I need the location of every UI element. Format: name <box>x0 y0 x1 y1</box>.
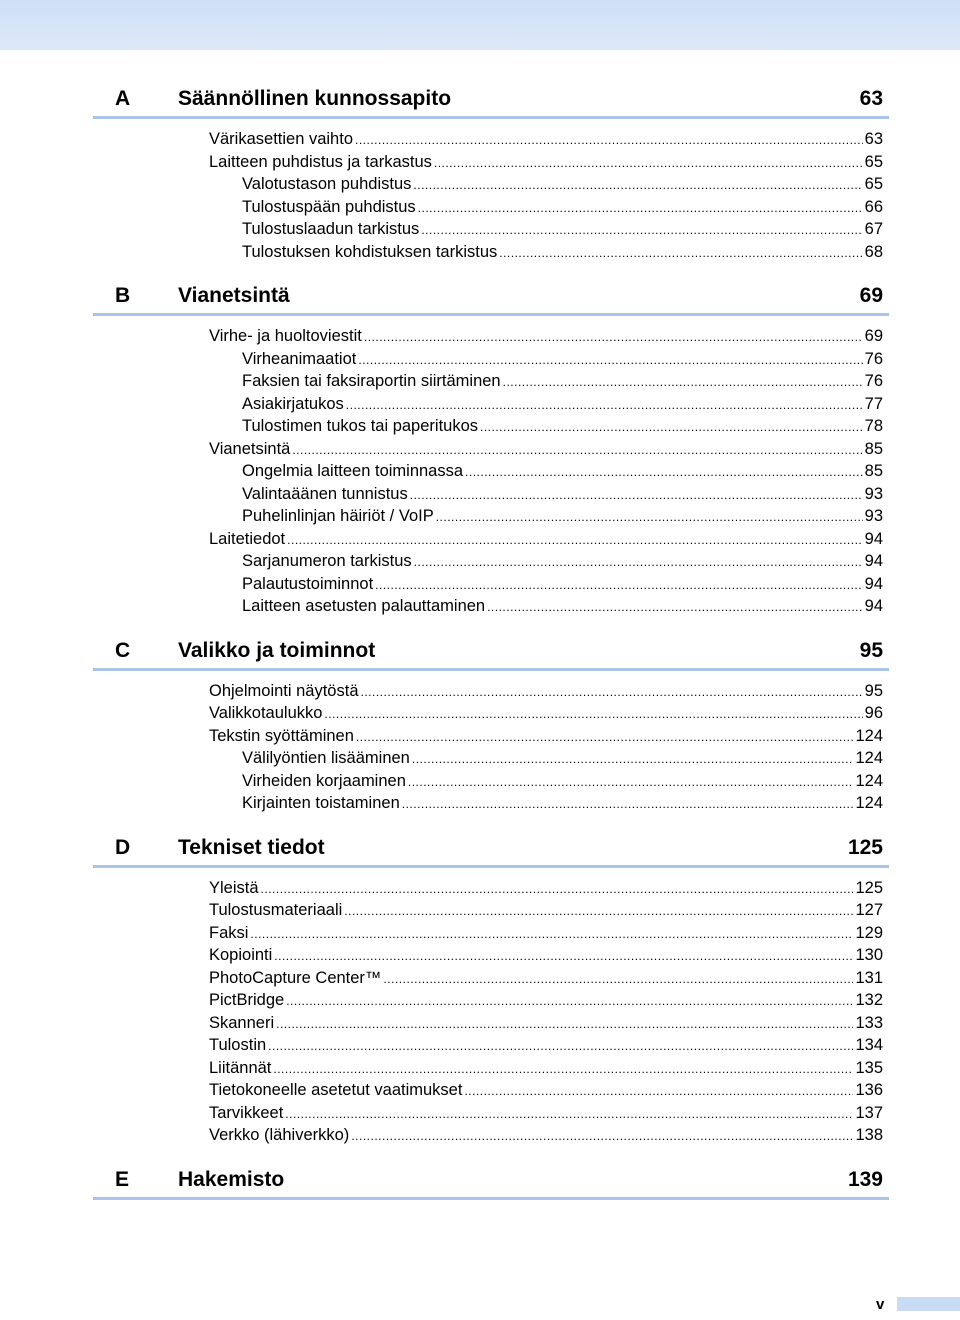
toc-entry[interactable] <box>93 1079 883 1102</box>
entry-title: PhotoCapture Center™ <box>209 968 382 987</box>
dot-leader <box>250 923 853 946</box>
toc-entry[interactable] <box>93 1102 883 1125</box>
entry-title: Valikkotaulukko <box>209 704 323 722</box>
dot-leader <box>364 326 863 349</box>
toc-entry[interactable] <box>93 1057 883 1080</box>
entry-page: 76 <box>864 349 883 368</box>
toc-entry[interactable] <box>93 770 883 793</box>
toc-entry[interactable] <box>93 1124 883 1147</box>
dot-leader <box>383 968 853 991</box>
entry-title: Vianetsintä <box>209 439 291 458</box>
dot-leader <box>273 1058 853 1081</box>
entry-page: 93 <box>864 507 883 525</box>
chapter-page: 63 <box>859 87 883 110</box>
dot-leader <box>421 219 862 242</box>
dot-leader <box>402 793 854 816</box>
chapter-title: Valikko ja toiminnot <box>178 638 376 662</box>
toc-entry[interactable] <box>93 415 883 438</box>
dot-leader <box>464 1080 853 1103</box>
chapter-title: Hakemisto <box>178 1167 285 1191</box>
table-of-contents <box>93 80 889 1214</box>
entry-page: 93 <box>864 484 883 503</box>
toc-entry[interactable] <box>93 967 883 990</box>
toc-entry[interactable] <box>93 1034 883 1057</box>
toc-entry[interactable] <box>93 348 883 371</box>
entry-title: Laitteen asetusten palauttaminen <box>242 597 486 615</box>
toc-entry[interactable] <box>93 483 883 506</box>
dot-leader <box>286 990 853 1013</box>
entry-page: 65 <box>864 152 883 171</box>
toc-entry[interactable] <box>93 792 883 815</box>
entry-title: Virheiden korjaaminen <box>242 771 406 790</box>
entry-list <box>93 868 889 1147</box>
entry-title: Ongelmia laitteen toiminnassa <box>242 462 464 480</box>
entry-title: Kopiointi <box>209 946 273 964</box>
chapter-page: 139 <box>847 1167 883 1191</box>
entry-title: Skanneri <box>209 1013 275 1032</box>
entry-title: Faksi <box>209 923 249 942</box>
entry-title: Verkko (lähiverkko) <box>209 1126 350 1144</box>
dot-leader <box>351 1125 853 1148</box>
toc-entry[interactable] <box>93 680 883 703</box>
entry-title: Ohjelmointi näytöstä <box>209 681 359 700</box>
toc-entry[interactable] <box>93 460 883 483</box>
entry-page: 67 <box>864 220 883 238</box>
toc-entry[interactable] <box>93 241 883 264</box>
chapter-heading[interactable] <box>93 632 889 671</box>
toc-entry[interactable] <box>93 944 883 967</box>
entry-page: 127 <box>855 901 883 919</box>
toc-entry[interactable] <box>93 702 883 725</box>
toc-entry[interactable] <box>93 393 883 416</box>
dot-leader <box>346 394 863 417</box>
chapter-letter: D <box>115 835 131 859</box>
dot-leader <box>480 416 863 439</box>
entry-title: Välilyöntien lisääminen <box>242 749 410 767</box>
chapter-e <box>93 1161 889 1200</box>
dot-leader <box>413 174 862 197</box>
toc-entry[interactable] <box>93 573 883 596</box>
entry-page: 94 <box>864 574 883 593</box>
dot-leader <box>274 945 853 968</box>
toc-entry[interactable] <box>93 505 883 528</box>
chapter-b <box>93 277 889 618</box>
entry-title: Värikasettien vaihto <box>209 130 353 148</box>
toc-entry[interactable] <box>93 747 883 770</box>
entry-page: 134 <box>855 1036 883 1054</box>
toc-entry[interactable] <box>93 128 883 151</box>
entry-title: Laitteen puhdistus ja tarkastus <box>209 152 432 171</box>
entry-page: 132 <box>855 991 883 1009</box>
chapter-heading[interactable] <box>93 829 889 868</box>
toc-entry[interactable] <box>93 218 883 241</box>
toc-entry[interactable] <box>93 922 883 945</box>
entry-title: Valintaäänen tunnistus <box>242 484 408 503</box>
dot-leader <box>344 900 853 923</box>
entry-page: 63 <box>864 130 883 148</box>
entry-title: Virheanimaatiot <box>242 349 357 368</box>
entry-title: Tekstin syöttäminen <box>209 726 354 745</box>
entry-title: Faksien tai faksiraportin siirtäminen <box>242 372 501 390</box>
entry-title: PictBridge <box>209 991 285 1009</box>
entry-page: 96 <box>864 704 883 722</box>
toc-entry[interactable] <box>93 899 883 922</box>
chapter-letter: E <box>115 1167 130 1191</box>
chapter-letter: B <box>115 284 131 307</box>
entry-page: 94 <box>864 597 883 615</box>
entry-title: Tulostuslaadun tarkistus <box>242 220 420 238</box>
entry-title: Tietokoneelle asetetut vaatimukset <box>209 1081 463 1099</box>
entry-page: 125 <box>855 878 883 897</box>
entry-title: Yleistä <box>209 878 259 897</box>
entry-page: 124 <box>855 771 883 790</box>
dot-leader <box>465 461 863 484</box>
entry-page: 129 <box>855 923 883 942</box>
chapter-page: 95 <box>859 638 883 662</box>
dot-leader <box>436 506 863 529</box>
toc-entry[interactable] <box>93 325 883 348</box>
toc-entry[interactable] <box>93 196 883 219</box>
entry-page: 124 <box>855 749 883 767</box>
dot-leader <box>375 574 862 597</box>
dot-leader <box>268 1035 853 1058</box>
chapter-c <box>93 632 889 815</box>
toc-entry[interactable] <box>93 173 883 196</box>
dot-leader <box>285 1103 853 1126</box>
entry-page: 124 <box>855 726 883 745</box>
toc-entry[interactable] <box>93 877 883 900</box>
entry-page: 69 <box>864 327 883 345</box>
entry-title: Liitännät <box>209 1058 272 1077</box>
toc-entry[interactable] <box>93 550 883 573</box>
dot-leader <box>358 349 862 372</box>
entry-title: Asiakirjatukos <box>242 394 344 413</box>
entry-page: 85 <box>864 439 883 458</box>
dot-leader <box>487 596 863 619</box>
chapter-heading[interactable] <box>93 1161 889 1200</box>
dot-leader <box>292 439 862 462</box>
entry-page: 95 <box>864 681 883 700</box>
entry-title: Tarvikkeet <box>209 1103 284 1122</box>
entry-title: Laitetiedot <box>209 529 286 548</box>
page-tab-bar <box>897 1297 960 1311</box>
entry-title: Kirjainten toistaminen <box>242 794 400 812</box>
entry-page: 131 <box>855 968 883 987</box>
chapter-heading[interactable] <box>93 277 889 316</box>
entry-page: 85 <box>864 462 883 480</box>
entry-page: 77 <box>864 394 883 413</box>
entry-page: 130 <box>855 946 883 964</box>
dot-leader <box>418 197 863 220</box>
dot-leader <box>276 1013 853 1036</box>
dot-leader <box>412 748 854 771</box>
entry-title: Tulostimen tukos tai paperitukos <box>242 417 479 435</box>
toc-entry[interactable] <box>93 151 883 174</box>
entry-title: Puhelinlinjan häiriöt / VoIP <box>242 507 434 525</box>
entry-title: Virhe- ja huoltoviestit <box>209 327 362 345</box>
dot-leader <box>410 484 863 507</box>
entry-page: 137 <box>855 1103 883 1122</box>
chapter-a <box>93 80 889 263</box>
entry-title: Tulostuksen kohdistuksen tarkistus <box>242 242 498 261</box>
entry-page: 76 <box>864 372 883 390</box>
entry-page: 138 <box>855 1126 883 1144</box>
page-number: v <box>876 1296 885 1313</box>
chapter-title: Säännöllinen kunnossapito <box>178 87 452 110</box>
dot-leader <box>361 681 863 704</box>
entry-list <box>93 316 889 618</box>
toc-entry[interactable] <box>93 595 883 618</box>
entry-list <box>93 119 889 263</box>
dot-leader <box>499 242 862 265</box>
dot-leader <box>408 771 854 794</box>
entry-page: 78 <box>864 417 883 435</box>
entry-page: 65 <box>864 175 883 193</box>
toc-entry[interactable] <box>93 1012 883 1035</box>
chapter-heading[interactable] <box>93 80 889 119</box>
dot-leader <box>414 551 863 574</box>
entry-title: Valotustason puhdistus <box>242 175 412 193</box>
entry-list <box>93 671 889 815</box>
toc-entry[interactable] <box>93 528 883 551</box>
dot-leader <box>355 129 863 152</box>
entry-page: 68 <box>864 242 883 261</box>
header-band <box>0 0 960 50</box>
entry-page: 66 <box>864 197 883 216</box>
dot-leader <box>261 878 854 901</box>
dot-leader <box>356 726 854 749</box>
chapter-letter: A <box>115 87 131 110</box>
entry-page: 124 <box>855 794 883 812</box>
entry-title: Sarjanumeron tarkistus <box>242 552 412 570</box>
entry-page: 94 <box>864 552 883 570</box>
chapter-title: Tekniset tiedot <box>178 835 325 859</box>
entry-page: 135 <box>855 1058 883 1077</box>
dot-leader <box>287 529 862 552</box>
dot-leader <box>434 152 863 175</box>
dot-leader <box>324 703 862 726</box>
toc-entry[interactable] <box>93 989 883 1012</box>
toc-entry[interactable] <box>93 438 883 461</box>
chapter-page: 125 <box>847 835 883 859</box>
entry-title: Tulostuspään puhdistus <box>242 197 416 216</box>
chapter-page: 69 <box>859 284 883 307</box>
entry-page: 136 <box>855 1081 883 1099</box>
chapter-d <box>93 829 889 1147</box>
chapter-title: Vianetsintä <box>178 284 290 307</box>
toc-entry[interactable] <box>93 370 883 393</box>
entry-title: Palautustoiminnot <box>242 574 374 593</box>
entry-title: Tulostusmateriaali <box>209 901 343 919</box>
entry-title: Tulostin <box>209 1036 267 1054</box>
entry-page: 133 <box>855 1013 883 1032</box>
entry-page: 94 <box>864 529 883 548</box>
chapter-letter: C <box>115 638 131 662</box>
dot-leader <box>503 371 863 394</box>
toc-entry[interactable] <box>93 725 883 748</box>
